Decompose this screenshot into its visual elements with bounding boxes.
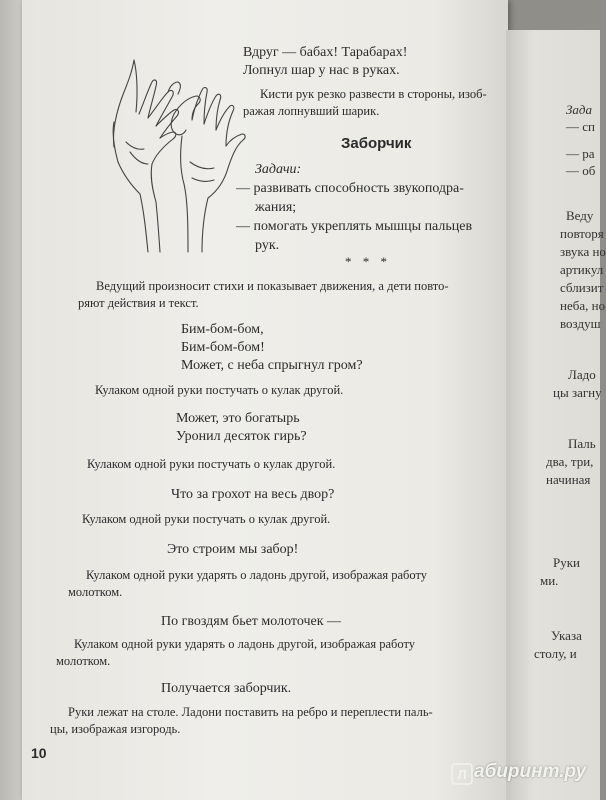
right-page-line: сблизит (560, 280, 604, 295)
poem-line: Уронил десяток гирь? (176, 429, 307, 444)
intro-line: Ведущий произносит стихи и показывает движения, а дети повто- (96, 279, 449, 293)
right-page-line: повторя (560, 226, 604, 241)
instruction-line: молотком. (68, 585, 123, 599)
right-page-line: Паль (568, 436, 596, 451)
task-line: жания; (255, 200, 297, 215)
instruction-line: Кулаком одной руки ударять о ладонь другой, изображая работу (74, 637, 416, 651)
labirint-logo (452, 764, 472, 784)
right-page-line: неба, но (560, 298, 606, 313)
right-page-line: — об (566, 163, 596, 178)
right-page-line: артикул (560, 262, 604, 277)
top-poem-line: Лопнул шар у нас в руках. (243, 63, 400, 78)
right-page-line: — сп (566, 119, 595, 134)
poem-line: Может, с неба спрыгнул гром? (181, 358, 363, 373)
hands-illustration (104, 52, 254, 257)
poem-line: Может, это богатырь (176, 411, 300, 426)
right-page-line: столу, и (534, 646, 577, 661)
right-page-line: Руки (553, 555, 581, 570)
top-poem-line: Вдруг — бабах! Тарабарах! (243, 45, 408, 60)
right-page-line: начиная (546, 472, 591, 487)
section-title: Заборчик (341, 135, 412, 152)
right-page-line: звука но (560, 244, 606, 259)
instruction-line: Кулаком одной руки постучать о кулак другой. (82, 512, 331, 526)
tasks-heading: Задачи: (255, 162, 302, 177)
poem-line: Что за грохот на весь двор? (171, 487, 335, 502)
right-page-line: воздуш (560, 316, 601, 331)
watermark: абиринт.ру (474, 761, 587, 782)
instruction-line: молотком. (56, 654, 111, 668)
task-line: рук. (255, 238, 280, 253)
right-page-line: цы загну (553, 385, 602, 400)
instruction-line: цы, изображая изгородь. (50, 722, 181, 736)
task-line: — помогать укреплять мышцы пальцев (236, 219, 473, 234)
task-line: — развивать способность звукоподра- (236, 181, 464, 196)
right-page-line: Ладо (568, 367, 596, 382)
poem-line: Получается заборчик. (161, 681, 292, 696)
right-page-line: Указа (551, 628, 582, 643)
book-page (22, 0, 508, 800)
instruction-line: Руки лежат на столе. Ладони поставить на ребро и переплести паль- (68, 705, 433, 719)
svg-text:Л: Л (457, 767, 467, 782)
right-page-line: Зада (566, 102, 593, 117)
top-instruction-line: Кисти рук резко развести в стороны, изоб- (260, 87, 487, 101)
right-page-line: два, три, (546, 454, 594, 469)
right-page-line: Веду (566, 208, 594, 223)
right-page-line: — ра (566, 146, 595, 161)
intro-line: ряют действия и текст. (78, 296, 199, 310)
right-page-line: ми. (540, 573, 559, 588)
instruction-line: Кулаком одной руки постучать о кулак другой. (95, 383, 344, 397)
right-page-fragment (506, 30, 606, 800)
separator: * * * (345, 254, 391, 269)
instruction-line: Кулаком одной руки постучать о кулак другой. (87, 457, 336, 471)
page-number: 10 (31, 745, 47, 761)
poem-line: Это строим мы забор! (167, 542, 299, 557)
top-instruction-line: ражая лопнувший шарик. (243, 104, 380, 118)
instruction-line: Кулаком одной руки ударять о ладонь другой, изображая работу (86, 568, 428, 582)
poem-line: Бим-бом-бом, (181, 322, 264, 337)
poem-line: Бим-бом-бом! (181, 340, 265, 355)
poem-line: По гвоздям бьет молоточек — (161, 614, 342, 629)
